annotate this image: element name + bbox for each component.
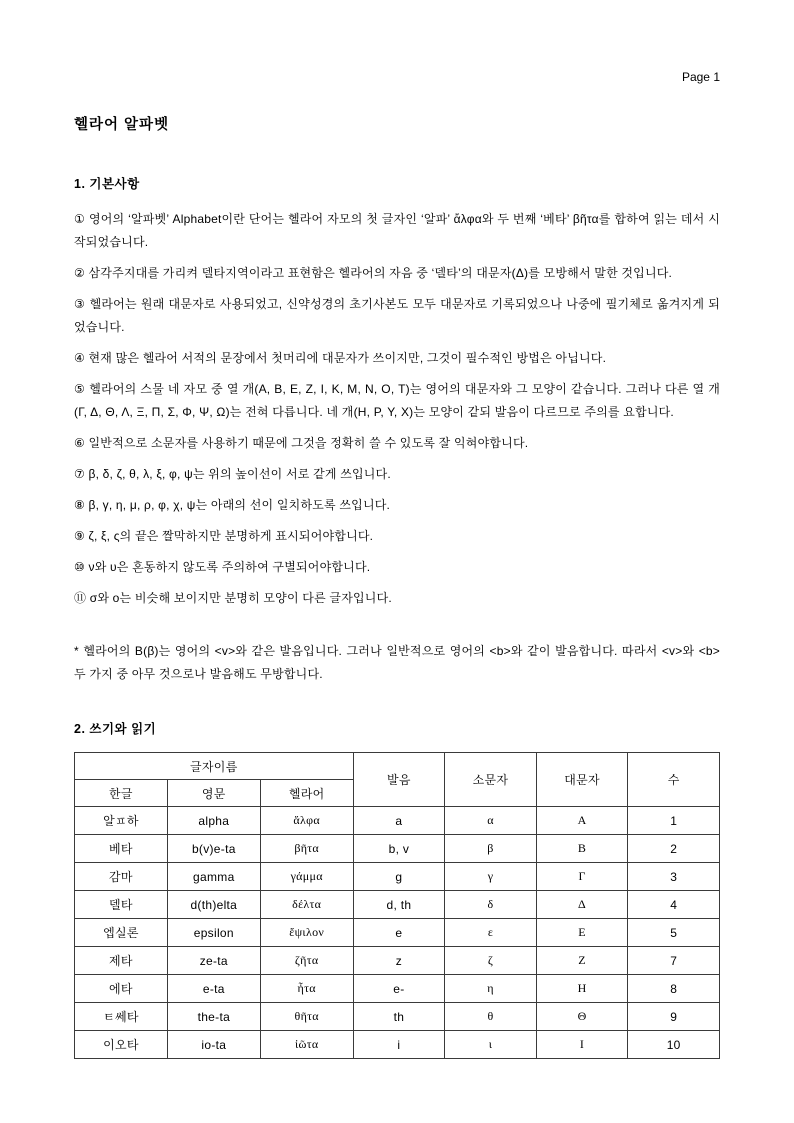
section-heading-writing-reading: 2. 쓰기와 읽기 — [74, 722, 157, 736]
cell-lowercase: δ — [445, 891, 537, 919]
cell-pronunciation: e — [353, 919, 445, 947]
cell-lowercase: η — [445, 975, 537, 1003]
header-english-name: 영문 — [167, 780, 260, 807]
cell-english-name: ze-ta — [167, 947, 260, 975]
cell-pronunciation: a — [353, 807, 445, 835]
table-row-delta — [75, 891, 720, 919]
cell-greek-name: ἦτα — [260, 975, 353, 1003]
cell-korean-name: 델타 — [75, 891, 168, 919]
cell-greek-name: ἰῶτα — [260, 1031, 353, 1059]
cell-greek-name: ἄλφα — [260, 807, 353, 835]
basics-item-9: ⑨ ζ, ξ, ς의 끝은 짤막하지만 분명하게 표시되어야합니다. — [74, 529, 374, 543]
cell-english-name: b(v)e-ta — [167, 835, 260, 863]
cell-uppercase: Δ — [536, 891, 628, 919]
table-row-theta — [75, 1003, 720, 1031]
cell-uppercase: Ζ — [536, 947, 628, 975]
cell-korean-name: ㅌ쎄타 — [75, 1003, 168, 1031]
cell-lowercase: θ — [445, 1003, 537, 1031]
cell-uppercase: Ε — [536, 919, 628, 947]
cell-english-name: io-ta — [167, 1031, 260, 1059]
basics-item-2: ② 삼각주지대를 가리켜 델타지역이라고 표현함은 헬라어의 자음 중 ‘델타’의 대문자(Δ)를 모방해서 말한 것입니다. — [74, 266, 673, 280]
cell-uppercase: Β — [536, 835, 628, 863]
cell-english-name: gamma — [167, 863, 260, 891]
header-uppercase: 대문자 — [536, 753, 628, 807]
cell-greek-name: θῆτα — [260, 1003, 353, 1031]
basics-item-7: ⑦ β, δ, ζ, θ, λ, ξ, φ, ψ는 위의 높이선이 서로 같게 쓰입니다. — [74, 467, 391, 481]
cell-number: 2 — [628, 835, 720, 863]
cell-korean-name: 감마 — [75, 863, 168, 891]
cell-english-name: d(th)elta — [167, 891, 260, 919]
cell-english-name: epsilon — [167, 919, 260, 947]
basics-item-11: ⑪ σ와 ο는 비슷해 보이지만 분명히 모양이 다른 글자입니다. — [74, 591, 392, 605]
header-pronunciation: 발음 — [353, 753, 445, 807]
basics-item-10: ⑩ ν와 υ은 혼동하지 않도록 주의하여 구별되어야합니다. — [74, 560, 371, 574]
cell-uppercase: Α — [536, 807, 628, 835]
table-row-gamma — [75, 863, 720, 891]
basics-item-6: ⑥ 일반적으로 소문자를 사용하기 때문에 그것을 정확히 쓸 수 있도록 잘 익혀야합니다. — [74, 436, 529, 450]
cell-lowercase: α — [445, 807, 537, 835]
cell-korean-name: 이오타 — [75, 1031, 168, 1059]
cell-greek-name: βῆτα — [260, 835, 353, 863]
cell-lowercase: β — [445, 835, 537, 863]
header-lowercase: 소문자 — [445, 753, 537, 807]
section-heading-basics: 1. 기본사항 — [74, 177, 140, 191]
cell-number: 7 — [628, 947, 720, 975]
cell-english-name: alpha — [167, 807, 260, 835]
cell-uppercase: Γ — [536, 863, 628, 891]
header-number: 수 — [628, 753, 720, 807]
cell-uppercase: Ι — [536, 1031, 628, 1059]
basics-item-8: ⑧ β, γ, η, μ, ρ, φ, χ, ψ는 아래의 선이 일치하도록 쓰입니다. — [74, 498, 391, 512]
basics-item-1: ① 영어의 ‘알파벳’ Alphabet이란 단어는 헬라어 자모의 첫 글자인 ‘알파’ ἄλφα와 두 번째 ‘베타’ βῆτα를 합하여 읽는 데서 시작되었습니다. — [74, 212, 720, 249]
header-korean-name: 한글 — [75, 780, 168, 807]
table-row-eta — [75, 975, 720, 1003]
document-title: 헬라어 알파벳 — [74, 117, 170, 133]
cell-pronunciation: e- — [353, 975, 445, 1003]
cell-pronunciation: d, th — [353, 891, 445, 919]
cell-number: 5 — [628, 919, 720, 947]
table-row-zeta — [75, 947, 720, 975]
cell-greek-name: ἔψιλον — [260, 919, 353, 947]
cell-pronunciation: i — [353, 1031, 445, 1059]
cell-lowercase: ι — [445, 1031, 537, 1059]
cell-uppercase: Θ — [536, 1003, 628, 1031]
page-number: Page 1 — [681, 70, 720, 84]
cell-pronunciation: z — [353, 947, 445, 975]
cell-lowercase: γ — [445, 863, 537, 891]
cell-number: 10 — [628, 1031, 720, 1059]
cell-uppercase: Η — [536, 975, 628, 1003]
cell-korean-name: 알ㅍ하 — [75, 807, 168, 835]
header-letter-name-group: 글자이름 — [75, 753, 354, 780]
basics-item-5: ⑤ 헬라어의 스물 네 자모 중 열 개(Α, Β, Ε, Ζ, Ι, Κ, Μ, Ν, Ο, Τ)는 영어의 대문자와 그 모양이 같습니다. 그러나 다른 열 개(Γ, Δ, Θ, Λ, Ξ, Π, Σ, Φ, Ψ, Ω)는 전혀 다릅니다. 네 개(Η, Ρ, Υ, Χ)는 모양이 같되 발음이 다르므로 주의를 요합니다. — [74, 382, 720, 419]
cell-greek-name: ζῆτα — [260, 947, 353, 975]
cell-lowercase: ζ — [445, 947, 537, 975]
header-greek-name: 헬라어 — [260, 780, 353, 807]
greek-alphabet-table — [74, 752, 720, 1059]
cell-greek-name: δέλτα — [260, 891, 353, 919]
basics-item-3: ③ 헬라어는 원래 대문자로 사용되었고, 신약성경의 초기사본도 모두 대문자로 기록되었으나 나중에 필기체로 옮겨지게 되었습니다. — [74, 297, 720, 334]
table-row-iota — [75, 1031, 720, 1059]
cell-pronunciation: b, v — [353, 835, 445, 863]
table-header-row-1 — [75, 753, 720, 780]
cell-number: 3 — [628, 863, 720, 891]
beta-pronunciation-note: * 헬라어의 Β(β)는 영어의 <v>와 같은 발음입니다. 그러나 일반적으로 영어의 <b>와 같이 발음합니다. 따라서 <v>와 <b> 두 가지 중 아무 것으로나 발음해도 무방합니다. — [74, 644, 720, 681]
cell-korean-name: 제타 — [75, 947, 168, 975]
cell-greek-name: γάμμα — [260, 863, 353, 891]
cell-number: 8 — [628, 975, 720, 1003]
cell-korean-name: 엡실론 — [75, 919, 168, 947]
cell-pronunciation: g — [353, 863, 445, 891]
basics-item-4: ④ 현재 많은 헬라어 서적의 문장에서 첫머리에 대문자가 쓰이지만, 그것이 필수적인 방법은 아닙니다. — [74, 351, 607, 365]
cell-number: 4 — [628, 891, 720, 919]
table-row-epsilon — [75, 919, 720, 947]
cell-english-name: the-ta — [167, 1003, 260, 1031]
cell-korean-name: 베타 — [75, 835, 168, 863]
table-row-beta — [75, 835, 720, 863]
cell-number: 1 — [628, 807, 720, 835]
cell-korean-name: 에타 — [75, 975, 168, 1003]
cell-pronunciation: th — [353, 1003, 445, 1031]
cell-number: 9 — [628, 1003, 720, 1031]
cell-english-name: e-ta — [167, 975, 260, 1003]
table-row-alpha — [75, 807, 720, 835]
cell-lowercase: ε — [445, 919, 537, 947]
